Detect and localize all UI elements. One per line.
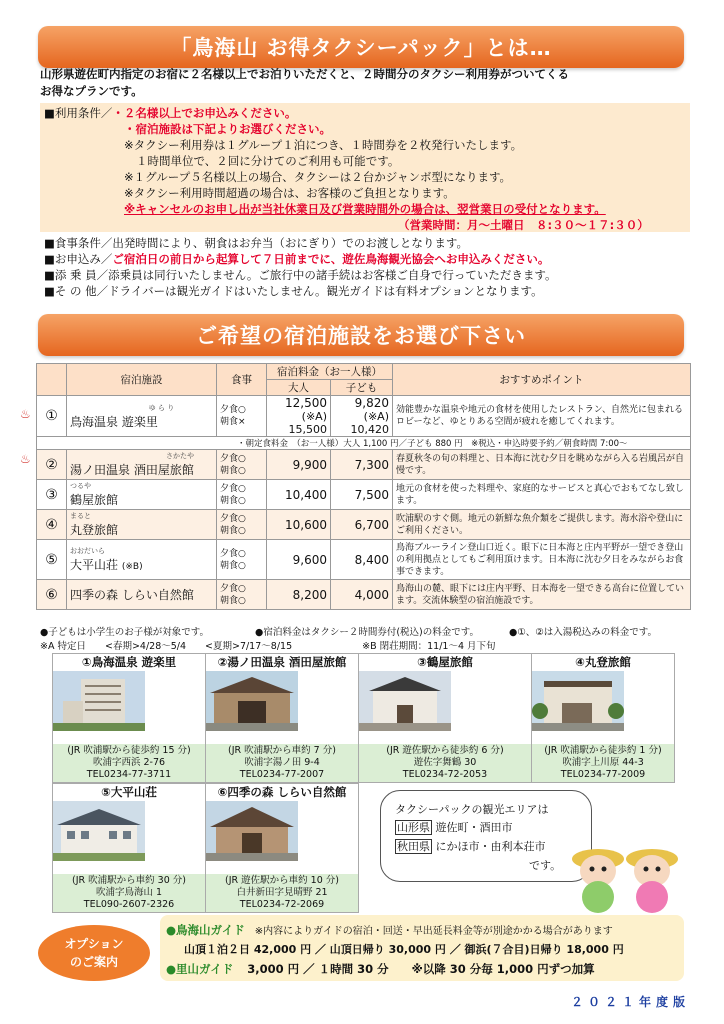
child-price: [331, 396, 393, 437]
th-price: 宿泊料金（お一人様）: [267, 364, 393, 380]
card-addr: 白井新田字見晴野 21: [236, 887, 328, 898]
speech-line-4: です。: [529, 859, 562, 872]
child-price: 4,000: [331, 580, 393, 610]
breakfast-note: ・朝定食料金 （お一人様）大人 1,100 円／子ども 880 円 ※税込・申込時要予約／朝食時間 7:00～: [37, 437, 691, 450]
meal-cell: [217, 480, 267, 510]
dinner: 夕食○: [220, 513, 246, 524]
chokai-guide-title: ●鳥海山ガイド: [166, 923, 245, 937]
table-row: [37, 396, 691, 437]
card-title: ⑤大平山荘: [101, 785, 157, 799]
hotel-photo: [359, 671, 451, 731]
th-child: 子ども: [331, 380, 393, 396]
facility-name-text: 鳥海温泉 遊楽里: [70, 414, 158, 429]
area-speech-bubble: [380, 790, 592, 882]
recommend-text: 春夏秋冬の旬の料理と、日本海に沈む夕日を眺めながら入る岩風呂が自慢です。: [393, 450, 691, 480]
edition-year: ２０２１年度版: [570, 995, 690, 1009]
table-row: [37, 510, 691, 540]
title-banner: [38, 26, 684, 68]
adult-price: 10,600: [267, 510, 331, 540]
adult-price: 10,400: [267, 480, 331, 510]
card-access: (JR 吹浦駅から徒歩約 15 分): [67, 745, 191, 756]
breakfast: 朝食×: [220, 417, 246, 427]
meal-cell: [217, 510, 267, 540]
facility-name: [67, 580, 217, 610]
chokai-guide-note: ※内容によりガイドの宿泊・回送・早出延長料金等が別途かかる場合があります: [254, 926, 613, 937]
facility-name-text: 四季の森 しらい自然館: [70, 588, 194, 602]
card-access: (JR 遊佐駅から車約 10 分): [225, 875, 339, 886]
hotel-photo: [532, 671, 624, 731]
notes-line-1: [40, 624, 657, 638]
card-tel: TEL090-2607-2326: [83, 899, 175, 910]
conditions-box: [40, 103, 690, 232]
th-no: [37, 364, 67, 396]
breakfast: 朝食○: [220, 560, 246, 571]
hotel-photo: [206, 671, 298, 731]
hotel-photo: [53, 801, 145, 861]
table-row: [37, 450, 691, 480]
condition-group: ※１グループ５名様以上の場合、タクシーは２台かジャンボ型になります。: [124, 170, 512, 184]
breakfast: 朝食○: [220, 525, 246, 536]
area-akita: にかほ市・由利本荘市: [435, 840, 546, 853]
condition-cancel: ※キャンセルのお申し出が当社休業日及び営業時間外の場合は、翌営業日の受付となります。: [124, 202, 606, 216]
row-number: ②: [37, 450, 67, 480]
other-terms: ■そ の 他／ドライバーは観光ガイドはいたしません。観光ガイドは有料オプションとなります。: [44, 284, 543, 298]
card-address: [53, 874, 205, 912]
th-adult: 大人: [267, 380, 331, 396]
card-title: ④丸登旅館: [575, 655, 631, 669]
condition-overtime: ※タクシー利用時間超過の場合は、お客様のご負担となります。: [124, 186, 455, 200]
condition-min-people: ・２名様以上でお申込みください。: [112, 106, 297, 120]
card-access: (JR 吹浦駅から車約 7 分): [228, 745, 336, 756]
card-title: ③鶴屋旅館: [417, 655, 473, 669]
child-price-1: 9,820: [354, 396, 389, 410]
row-number: ⑤: [37, 540, 67, 580]
child-price: 8,400: [331, 540, 393, 580]
adult-price: 8,200: [267, 580, 331, 610]
card-access: (JR 吹浦駅から車約 30 分): [72, 875, 186, 886]
facility-name: [67, 396, 217, 437]
facility-ruby: おおだいら: [70, 547, 105, 555]
meal-cell: [217, 540, 267, 580]
photo-card-3: [358, 653, 532, 783]
chokai-guide-prices: 山頂１泊２日 42,000 円 ／ 山頂日帰り 30,000 円 ／ 御浜(７合目)日帰り 18,000 円: [184, 943, 624, 956]
card-tel: TEL0234-77-3711: [86, 769, 172, 780]
dinner: 夕食○: [220, 405, 246, 415]
dinner: 夕食○: [220, 483, 246, 494]
option-label-1: オプション: [64, 937, 124, 951]
card-title: ⑥四季の森 しらい自然館: [217, 785, 347, 799]
row-number: ③: [37, 480, 67, 510]
note-child: ●子どもは小学生のお子様が対象です。: [40, 627, 210, 638]
hot-spring-icon: ♨: [20, 452, 31, 466]
row-number: ④: [37, 510, 67, 540]
apply-deadline: ご宿泊日の前日から起算して７日前までに、遊佐鳥海観光協会へお申込みください。: [112, 252, 550, 266]
apply-label: ■お申込み／: [44, 252, 113, 266]
facility-name-text: 丸登旅館: [70, 523, 119, 537]
title-text: 「鳥海山 お得タクシーパック」とは…: [170, 36, 552, 60]
th-meal: 食事: [217, 364, 267, 396]
dinner: 夕食○: [220, 453, 246, 464]
card-access: (JR 遊佐駅から徒歩約 6 分): [386, 745, 504, 756]
table-row: [37, 480, 691, 510]
mascot-illustration: [566, 835, 686, 915]
recommend-text: 鳥海ブルーライン登山口近く。眼下に日本海と庄内平野が一望でき登山の利用拠点としてもご利用頂けます。日本海に沈む夕日をみながらお食事できます。: [393, 540, 691, 580]
row-number: ⑥: [37, 580, 67, 610]
facility-ruby: つるや: [70, 482, 91, 490]
adult-price-2: (※A) 15,500: [288, 410, 327, 436]
facility-name: [67, 540, 217, 580]
note-closed: ※B 閉荘期間：11/1～4 月下旬: [362, 641, 496, 652]
table-row: [37, 540, 691, 580]
facility-ruby: まると: [70, 512, 91, 520]
meal-cell: [217, 396, 267, 437]
option-label-2: のご案内: [69, 955, 118, 969]
meal-terms: ■食事条件／出発時間により、朝食はお弁当（おにぎり）でのお渡しとなります。: [44, 236, 468, 250]
area-yamagata: 遊佐町・酒田市: [435, 821, 513, 834]
business-hours: （営業時間：月～土曜日 ８:３０～１７:３０）: [398, 218, 649, 232]
card-tel: TEL0234-77-2009: [560, 769, 646, 780]
condition-ticket-2: １時間単位で、２回に分けてのご利用も可能です。: [136, 154, 400, 168]
photo-card-4: [531, 653, 675, 783]
th-facility: 宿泊施設: [67, 364, 217, 396]
conditions-label: ■利用条件／: [44, 106, 113, 120]
card-addr: 吹浦字鳥海山 1: [95, 887, 163, 898]
speech-line-1: タクシーパックの観光エリアは: [395, 803, 549, 816]
option-label: [38, 925, 150, 981]
card-title: ①鳥海温泉 遊楽里: [81, 655, 177, 669]
card-tel: TEL0234-72-2069: [239, 899, 325, 910]
pref-akita: 秋田県: [397, 840, 430, 853]
hot-spring-icon: ♨: [20, 407, 31, 421]
adult-price: [267, 396, 331, 437]
card-access: (JR 吹浦駅から徒歩約 1 分): [544, 745, 662, 756]
row-number: ①: [37, 396, 67, 437]
companion-terms: ■添 乗 員／添乗員は同行いたしません。ご旅行中の諸手続はお客様ご自身で行っていただきます。: [44, 268, 557, 282]
card-tel: TEL0234-77-2007: [239, 769, 325, 780]
card-address: [532, 744, 674, 782]
select-banner: [38, 314, 684, 356]
breakfast: 朝食○: [220, 465, 246, 476]
child-price: 7,500: [331, 480, 393, 510]
intro-line-1: 山形県遊佐町内指定のお宿に２名様以上でお泊りいただくと、２時間分のタクシー利用券がついてくる: [40, 67, 569, 81]
recommend-text: 鳥海山の麓、眼下には庄内平野、日本海を一望できる高台に位置しています。交流体験型の宿泊施設です。: [393, 580, 691, 610]
photo-card-1: [52, 653, 206, 783]
breakfast: 朝食○: [220, 495, 246, 506]
dinner: 夕食○: [220, 548, 246, 559]
facility-name-text: 大平山荘: [70, 558, 119, 572]
breakfast: 朝食○: [220, 595, 246, 606]
card-title: ②湯ノ田温泉 酒田屋旅館: [217, 655, 347, 669]
intro-line-2: お得なプランです。: [40, 84, 143, 98]
notes-line-2: [40, 638, 496, 652]
card-addr: 吹浦字上川原 44-3: [562, 757, 644, 768]
th-recommend: おすすめポイント: [393, 364, 691, 396]
hotel-photo: [53, 671, 145, 731]
meal-cell: [217, 450, 267, 480]
photo-card-2: [205, 653, 359, 783]
intro-text: [40, 66, 690, 100]
note-special-days: ※A 特定日 <春期>4/28～5/4 <夏期>7/17～8/15: [40, 641, 293, 652]
card-addr: 吹浦字西浜 2-76: [92, 757, 166, 768]
note-price: ●宿泊料金はタクシー２時間券付(税込)の料金です。: [255, 627, 479, 638]
child-price: 7,300: [331, 450, 393, 480]
facility-name-text: 湯ノ田温泉 酒田屋旅館: [70, 463, 194, 477]
card-addr: 吹浦字湯ノ田 9-4: [244, 757, 320, 768]
table-row: [37, 580, 691, 610]
facility-name-text: 鶴屋旅館: [70, 493, 119, 507]
card-tel: TEL0234-72-2053: [402, 769, 488, 780]
facility-ruby: さかたや: [166, 452, 194, 460]
condition-ticket: ※タクシー利用券は１グループ１泊につき、１時間券を２枚発行いたします。: [124, 138, 523, 152]
adult-price: 9,600: [267, 540, 331, 580]
table-row: [37, 437, 691, 450]
select-banner-text: ご希望の宿泊施設をお選び下さい: [196, 324, 526, 348]
facility-note: (※B): [121, 562, 143, 572]
photo-card-6: [205, 783, 359, 913]
recommend-text: 吹浦駅のすぐ側。地元の新鮮な魚介類をご提供します。海水浴や登山にご利用ください。: [393, 510, 691, 540]
facility-name: [67, 510, 217, 540]
card-address: [53, 744, 205, 782]
facility-name: [67, 450, 217, 480]
recommend-text: 効能豊かな温泉や地元の食材を使用したレストラン、自然光に包まれるロビーなど、ゆとりある空間が疲れを癒してくれます。: [393, 396, 691, 437]
dinner: 夕食○: [220, 583, 246, 594]
child-price-2: (※A) 10,420: [350, 410, 389, 436]
card-address: [359, 744, 531, 782]
recommend-text: 地元の食材を使った料理や、家庭的なサービスと真心でおもてなし致します。: [393, 480, 691, 510]
hotels-table: [36, 363, 691, 610]
condition-facility: ・宿泊施設は下記よりお選びください。: [124, 122, 331, 136]
adult-price-1: 12,500: [285, 396, 327, 410]
card-address: [206, 874, 358, 912]
satoyama-guide-title: ●里山ガイド: [166, 962, 234, 976]
child-price: 6,700: [331, 510, 393, 540]
note-bath-tax: ●①、②は入湯税込みの料金です。: [508, 627, 658, 638]
card-address: [206, 744, 358, 782]
photo-card-5: [52, 783, 206, 913]
satoyama-guide-prices: 3,000 円 ／ １時間 30 分 ※以降 30 分毎 1,000 円ずつ加算: [247, 962, 595, 976]
adult-price: 9,900: [267, 450, 331, 480]
facility-name: [67, 480, 217, 510]
meal-cell: [217, 580, 267, 610]
facility-ruby: ゆ ら り: [148, 403, 175, 412]
hotel-photo: [206, 801, 298, 861]
pref-yamagata: 山形県: [397, 821, 430, 834]
card-addr: 遊佐字舞鶴 30: [413, 757, 477, 768]
